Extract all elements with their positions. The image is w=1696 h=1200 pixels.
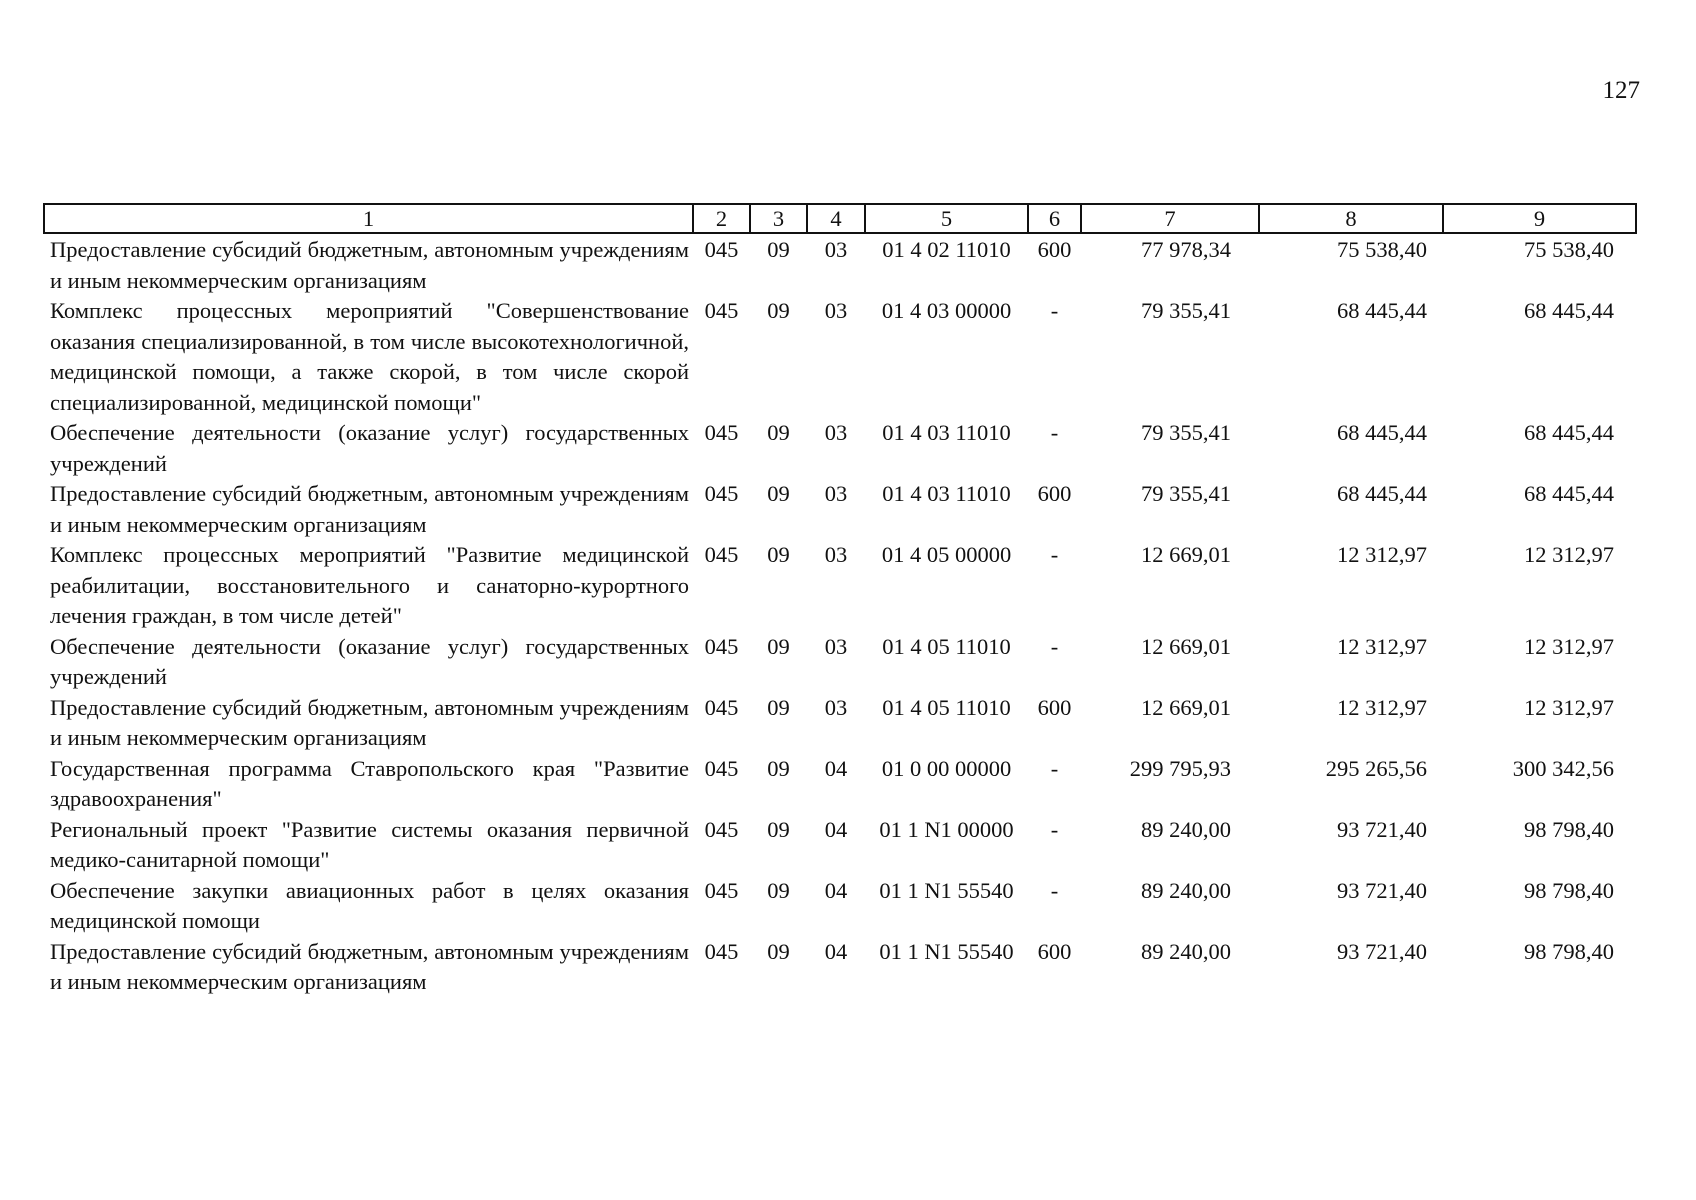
row-ministry-code: 045 [704,816,739,842]
row-section-code: 09 [767,755,790,781]
row-amount-3: 12 312,97 [1524,694,1614,720]
row-section-code: 09 [767,938,790,964]
row-subsection-code: 03 [824,481,848,506]
table-row [44,693,1636,754]
row-name: Региональный проект "Развитие системы оказания первичной медико-санитарной помощи" [50,816,689,872]
row-ministry-code: 045 [704,694,739,720]
row-name: Обеспечение деятельности (оказание услуг) государственных учреждений [50,420,689,476]
row-subsection-code: 03 [824,633,848,659]
row-expense-type-code: 600 [1037,237,1072,262]
row-amount-3: 98 798,40 [1524,877,1614,903]
table-row [44,296,1636,418]
row-target-article-code: 01 1 N1 00000 [879,816,1014,842]
row-ministry-code: 045 [704,755,739,781]
row-target-article-code: 01 4 02 11010 [882,237,1011,262]
row-ministry-code: 045 [704,420,739,445]
row-ministry-code: 045 [704,542,739,567]
row-section-code: 09 [767,420,790,445]
row-amount-1: 89 240,00 [1141,877,1231,903]
row-name: Комплекс процессных мероприятий "Совершенствование оказания специализированной, в том числе высокотехнологичной, медицинской помощи, а также скорой, в том числе скорой специализированной, медицинской помощи" [50,298,689,415]
row-section-code: 09 [767,542,790,567]
row-ministry-code: 045 [704,298,739,323]
table-row [44,418,1636,479]
row-amount-3: 68 445,44 [1524,420,1614,445]
row-amount-3: 12 312,97 [1524,633,1614,659]
row-expense-type-code: - [1050,755,1059,781]
row-ministry-code: 045 [704,633,739,659]
row-section-code: 09 [767,298,790,323]
row-target-article-code: 01 4 05 11010 [882,633,1011,659]
row-amount-2: 12 312,97 [1337,542,1427,567]
row-amount-2: 12 312,97 [1337,694,1427,720]
row-amount-2: 75 538,40 [1337,237,1427,262]
row-name: Предоставление субсидий бюджетным, автономным учреждениям и иным некоммерческим организациям [50,938,689,994]
row-expense-type-code: 600 [1037,481,1072,506]
column-header-ministry: 2 [693,204,750,233]
row-target-article-code: 01 4 03 11010 [882,481,1011,506]
table-row [44,479,1636,540]
column-header-subsection: 4 [807,204,865,233]
row-amount-1: 12 669,01 [1141,542,1231,567]
page-number: 127 [1602,77,1640,104]
row-section-code: 09 [767,816,790,842]
row-name: Предоставление субсидий бюджетным, автономным учреждениям и иным некоммерческим организациям [50,481,689,537]
row-name: Обеспечение закупки авиационных работ в целях оказания медицинской помощи [50,877,689,933]
row-target-article-code: 01 0 00 00000 [881,755,1012,781]
table-row [44,876,1636,937]
table-row [44,937,1636,998]
row-name: Государственная программа Ставропольского края "Развитие здравоохранения" [50,755,689,811]
row-amount-3: 98 798,40 [1524,816,1614,842]
row-name: Предоставление субсидий бюджетным, автономным учреждениям и иным некоммерческим организациям [50,237,689,293]
row-subsection-code: 04 [824,755,848,781]
row-amount-2: 68 445,44 [1337,420,1427,445]
row-subsection-code: 04 [824,877,848,903]
row-amount-3: 68 445,44 [1524,481,1614,506]
row-amount-2: 93 721,40 [1337,938,1427,964]
row-amount-3: 68 445,44 [1524,298,1614,323]
row-amount-1: 299 795,93 [1129,755,1231,781]
row-target-article-code: 01 4 05 00000 [881,542,1012,567]
row-expense-type-code: - [1050,877,1059,903]
row-ministry-code: 045 [704,481,739,506]
column-header-target-article: 5 [865,204,1028,233]
budget-table [43,203,1637,998]
row-section-code: 09 [767,694,790,720]
row-amount-1: 12 669,01 [1141,694,1231,720]
budget-table-container [43,203,1635,998]
row-expense-type-code: - [1050,542,1059,567]
row-name: Комплекс процессных мероприятий "Развитие медицинской реабилитации, восстановительного и санаторно-курортного лечения граждан, в том числе детей" [50,542,689,628]
row-amount-3: 98 798,40 [1524,938,1614,964]
row-section-code: 09 [767,237,790,262]
row-expense-type-code: - [1050,298,1059,323]
row-ministry-code: 045 [704,237,739,262]
row-ministry-code: 045 [704,877,739,903]
header-row [44,204,1636,233]
row-amount-1: 77 978,34 [1141,237,1231,262]
table-body [44,233,1636,998]
row-subsection-code: 03 [824,237,848,262]
row-amount-1: 79 355,41 [1141,481,1231,506]
row-section-code: 09 [767,481,790,506]
row-target-article-code: 01 4 03 00000 [881,298,1012,323]
row-expense-type-code: - [1050,420,1059,445]
row-subsection-code: 03 [824,694,848,720]
table-row [44,632,1636,693]
row-amount-1: 79 355,41 [1141,420,1231,445]
row-amount-2: 68 445,44 [1337,298,1427,323]
row-amount-1: 89 240,00 [1141,816,1231,842]
column-header-section: 3 [750,204,807,233]
row-subsection-code: 03 [824,298,848,323]
row-subsection-code: 04 [824,938,848,964]
row-ministry-code: 045 [704,938,739,964]
row-amount-1: 79 355,41 [1141,298,1231,323]
row-target-article-code: 01 4 05 11010 [882,694,1011,720]
row-name: Обеспечение деятельности (оказание услуг) государственных учреждений [50,633,689,689]
column-header-amount-1: 7 [1081,204,1259,233]
row-section-code: 09 [767,877,790,903]
row-subsection-code: 03 [824,420,848,445]
column-header-expense-type: 6 [1028,204,1081,233]
row-target-article-code: 01 1 N1 55540 [879,877,1014,903]
column-header-name: 1 [44,204,693,233]
row-subsection-code: 04 [824,816,848,842]
row-section-code: 09 [767,633,790,659]
row-amount-2: 68 445,44 [1337,481,1427,506]
row-amount-2: 93 721,40 [1337,816,1427,842]
row-name: Предоставление субсидий бюджетным, автономным учреждениям и иным некоммерческим организациям [50,694,689,750]
row-amount-1: 12 669,01 [1141,633,1231,659]
row-amount-2: 295 265,56 [1325,755,1427,781]
row-subsection-code: 03 [824,542,848,567]
table-row [44,815,1636,876]
table-row [44,540,1636,632]
table-row [44,233,1636,296]
row-amount-2: 93 721,40 [1337,877,1427,903]
row-target-article-code: 01 4 03 11010 [882,420,1011,445]
row-expense-type-code: 600 [1037,694,1072,720]
column-header-amount-2: 8 [1259,204,1443,233]
row-expense-type-code: 600 [1037,938,1072,964]
row-target-article-code: 01 1 N1 55540 [879,938,1014,964]
row-amount-2: 12 312,97 [1337,633,1427,659]
row-amount-3: 75 538,40 [1524,237,1614,262]
column-header-amount-3: 9 [1443,204,1636,233]
row-amount-3: 300 342,56 [1512,755,1614,781]
table-row [44,754,1636,815]
row-amount-1: 89 240,00 [1141,938,1231,964]
row-amount-3: 12 312,97 [1524,542,1614,567]
row-expense-type-code: - [1050,816,1059,842]
row-expense-type-code: - [1050,633,1059,659]
